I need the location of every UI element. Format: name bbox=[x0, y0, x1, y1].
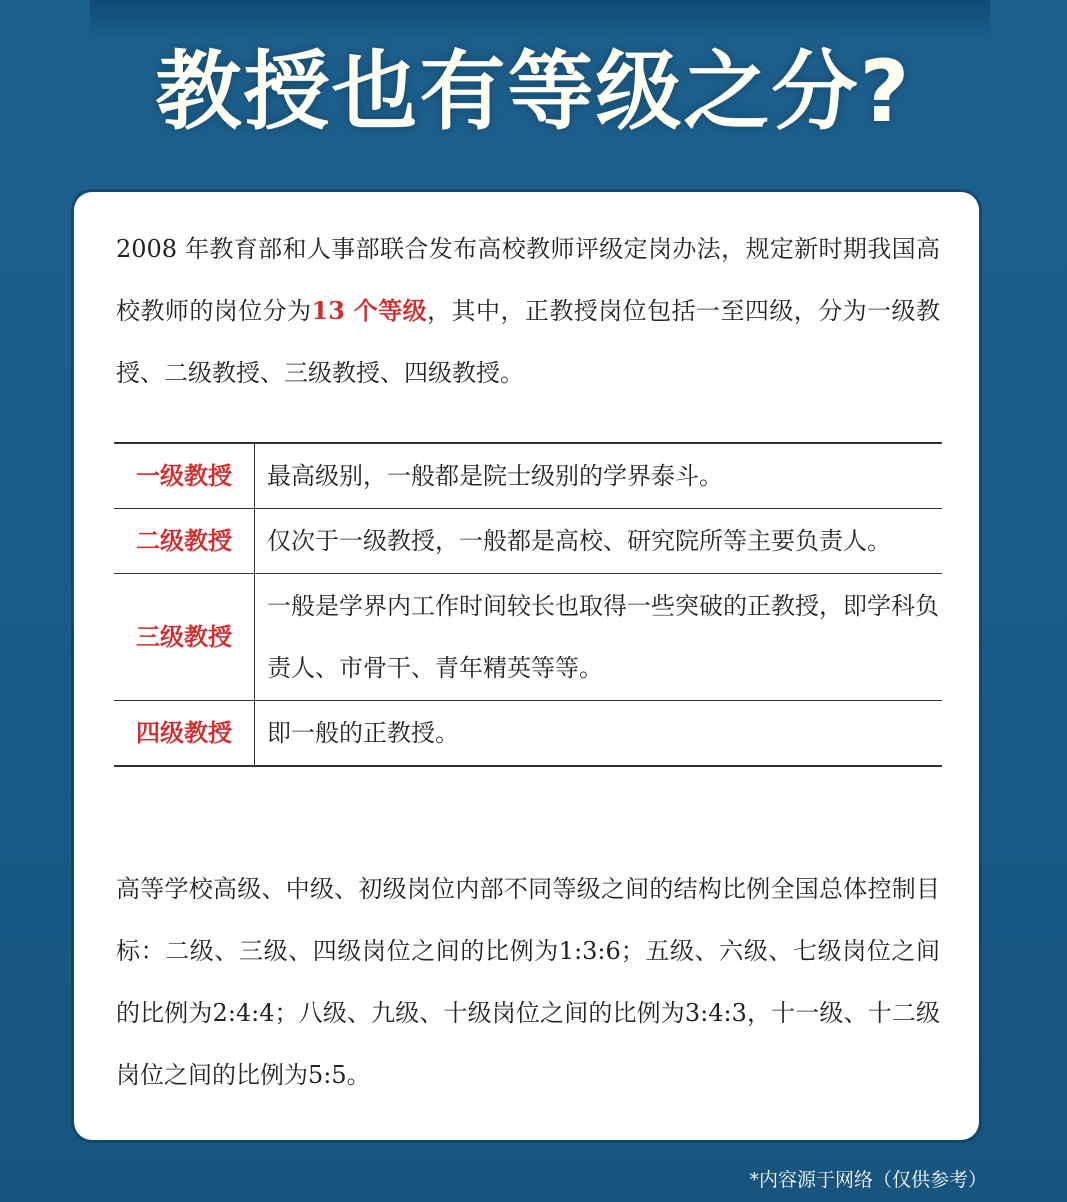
page-title: 教授也有等级之分? bbox=[155, 42, 912, 142]
table-row bbox=[114, 574, 942, 701]
grade-description: 一般是学界内工作时间较长也取得一些突破的正教授，即学科负责人、市骨干、青年精英等等。 bbox=[255, 574, 943, 701]
table-row bbox=[114, 443, 942, 509]
grade-label: 四级教授 bbox=[114, 701, 255, 767]
grade-label: 二级教授 bbox=[114, 509, 255, 574]
grade-description: 即一般的正教授。 bbox=[255, 701, 943, 767]
table-row bbox=[114, 509, 942, 574]
grade-description: 仅次于一级教授，一般都是高校、研究院所等主要负责人。 bbox=[255, 509, 943, 574]
table-row bbox=[114, 701, 942, 767]
intro-text-before: 2008 年教育部和人事部联合发布高校教师评级定岗办法，规定新时期我国高校教师的岗位分为 bbox=[116, 235, 940, 325]
intro-text-after: ，其中，正教授岗位包括一至四级，分为一级教授、二级教授、三级教授、四级教授。 bbox=[116, 297, 941, 387]
background-panel bbox=[90, 0, 990, 40]
grade-label: 一级教授 bbox=[114, 443, 255, 509]
ratio-paragraph: 高等学校高级、中级、初级岗位内部不同等级之间的结构比例全国总体控制目标：二级、三级、四级岗位之间的比例为1:3:6；五级、六级、七级岗位之间的比例为2:4:4；八级、九级、十级岗位之间的比例为3:4:3，十一级、十二级岗位之间的比例为5:5。 bbox=[116, 875, 940, 1089]
grade-description: 最高级别，一般都是院士级别的学界泰斗。 bbox=[255, 443, 943, 509]
content-card bbox=[74, 192, 979, 1140]
grade-label: 三级教授 bbox=[114, 574, 255, 701]
intro-paragraph bbox=[116, 218, 940, 404]
source-footnote: *内容源于网络（仅供参考） bbox=[749, 1169, 987, 1191]
intro-highlight: 13 个等级 bbox=[311, 296, 428, 325]
grades-table bbox=[114, 442, 942, 767]
